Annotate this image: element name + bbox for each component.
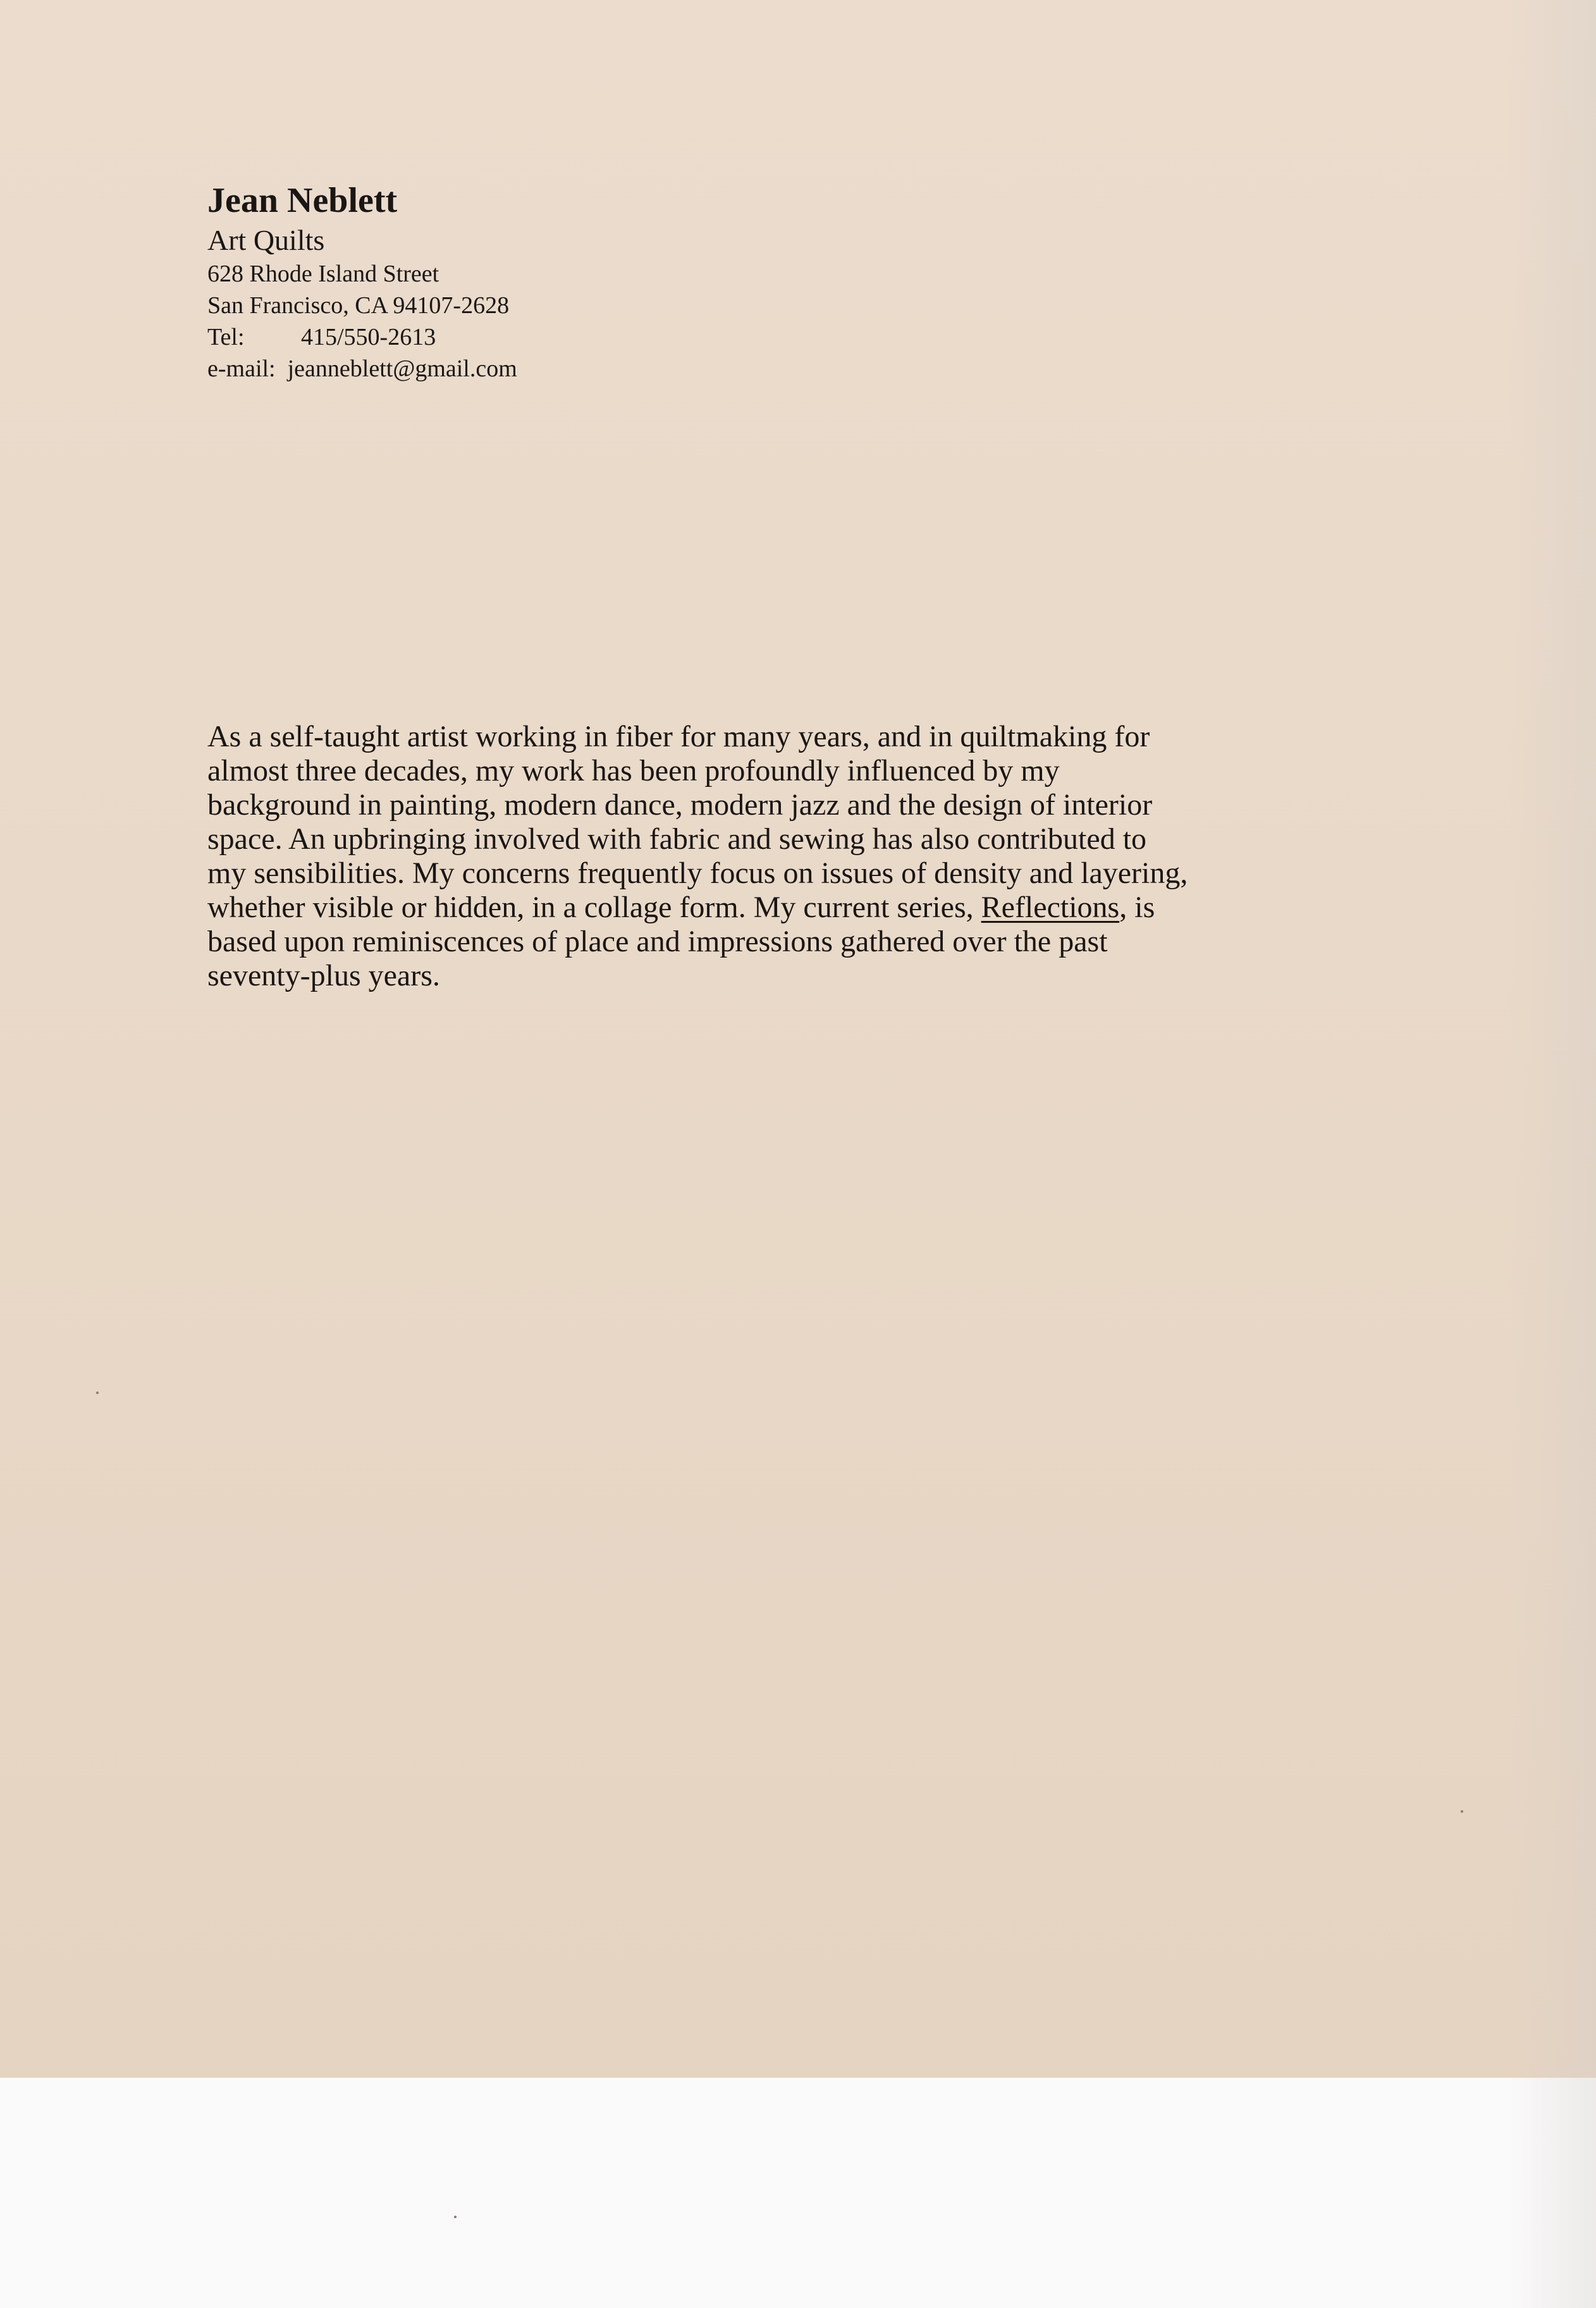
email-label: e-mail: bbox=[207, 355, 276, 382]
statement-line: background in painting, modern dance, modern jazz and the design of interior bbox=[207, 788, 1153, 822]
paper-speck bbox=[454, 2216, 457, 2218]
statement-line: almost three decades, my work has been profoundly influenced by my bbox=[207, 754, 1060, 787]
statement-line bbox=[207, 891, 1377, 925]
statement-line: As a self-taught artist working in fiber for many years, and in quiltmaking for bbox=[207, 720, 1150, 753]
letterhead bbox=[207, 178, 966, 385]
artist-statement bbox=[207, 720, 1377, 993]
statement-line: my sensibilities. My concerns frequently focus on issues of density and layering, bbox=[207, 856, 1188, 890]
telephone-label: Tel: bbox=[207, 324, 245, 350]
scan-edge-shadow bbox=[1507, 0, 1596, 2308]
email-address: jeanneblett@gmail.com bbox=[287, 355, 517, 382]
telephone-line bbox=[207, 321, 966, 353]
artist-name: Jean Neblett bbox=[207, 181, 398, 220]
statement-line: seventy-plus years. bbox=[207, 959, 440, 992]
street-address: 628 Rhode Island Street bbox=[207, 261, 439, 287]
statement-text: whether visible or hidden, in a collage form. My current series, bbox=[207, 891, 981, 924]
telephone-number: 415/550-2613 bbox=[301, 324, 436, 350]
email-line bbox=[207, 353, 966, 385]
statement-line: based upon reminiscences of place and impressions gathered over the past bbox=[207, 925, 1108, 958]
city-state-zip: San Francisco, CA 94107-2628 bbox=[207, 292, 510, 319]
artist-subtitle: Art Quilts bbox=[207, 224, 325, 256]
paper-speck bbox=[1461, 1810, 1463, 1813]
series-title: Reflections bbox=[981, 891, 1120, 924]
statement-text: , is bbox=[1119, 891, 1155, 924]
statement-line: space. An upbringing involved with fabric and sewing has also contributed to bbox=[207, 822, 1147, 856]
paper-speck bbox=[96, 1392, 99, 1394]
